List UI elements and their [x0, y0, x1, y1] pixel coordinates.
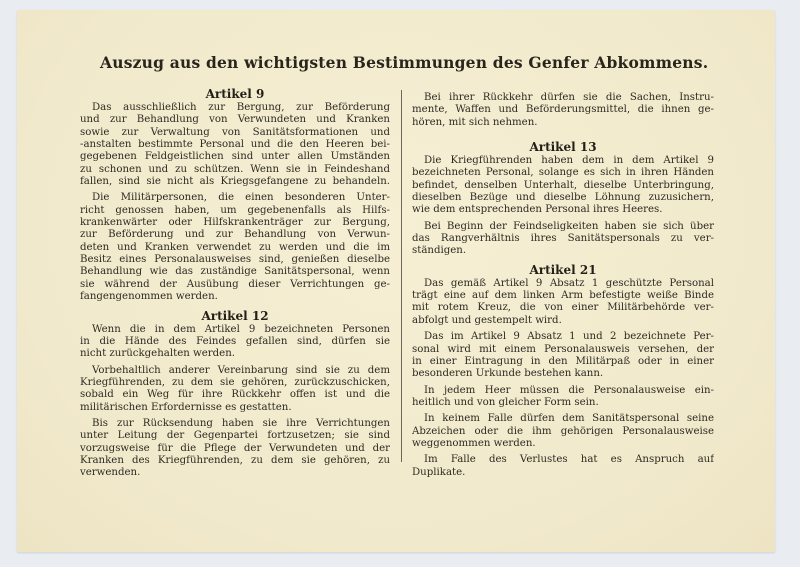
text-line: hören, mit sich nehmen. — [412, 116, 538, 128]
text-line: Bei ihrer Rückkehr dürfen sie die Sachen, Instru- — [424, 92, 714, 103]
text-line: Das ausschließlich zur Bergung, zur Beförderung — [92, 102, 390, 113]
text-line: in die Hände des Feindes gefallen sind, dürfen sie — [80, 335, 390, 347]
text-line: Vorbehaltlich anderer Vereinbarung sind sie zu dem — [92, 364, 390, 376]
text-line: dieselben Bezüge und dieselbe Löhnung zuzusichern, — [412, 192, 714, 204]
article-21-paragraph-5 — [412, 454, 714, 479]
article-21-paragraph-2 — [412, 331, 714, 380]
text-line: Die Kriegführenden haben dem in dem Artikel 9 — [424, 155, 714, 167]
article-12-paragraph-2 — [80, 365, 390, 414]
text-line: Die Militärpersonen, die einen besonderen Unter- — [92, 192, 390, 204]
text-line: militärischen Erfordernisse es gestatten. — [80, 401, 292, 413]
text-line: Behandlung wie das zuständige Sanitätspersonal, wenn — [80, 266, 390, 278]
text-line: mente, Waffen und Beförderungsmittel, die ihnen ge- — [412, 104, 714, 116]
article-21-paragraph-3 — [412, 385, 714, 410]
text-line: vorzugsweise für die Pflege der Verwundeten und der — [80, 442, 390, 454]
text-line: Kranken des Kriegführenden, zu dem sie gehören, zu — [80, 454, 390, 466]
text-line: bezeichneten Personal, solange es sich in ihren Händen — [412, 167, 714, 179]
text-line: In keinem Falle dürfen dem Sanitätspersonal seine — [424, 413, 714, 425]
text-line: Duplikate. — [412, 466, 466, 478]
article-21-paragraph-4 — [412, 413, 714, 450]
document-title: Auszug aus den wichtigsten Bestimmungen des Genfer Abkommens. — [100, 53, 709, 72]
article-heading-21: Artikel 21 — [529, 262, 597, 277]
article-9-paragraph-2 — [80, 192, 390, 303]
text-line: Bei Beginn der Feindseligkeiten haben sie sich über — [424, 220, 714, 232]
text-line: heitlich und von gleicher Form sein. — [412, 396, 599, 408]
text-line: nicht zurückgehalten werden. — [80, 348, 235, 360]
text-line: ständigen. — [412, 245, 467, 257]
text-line: deten und Kranken verwendet zu werden und die im — [80, 241, 390, 253]
text-line: das Rangverhältnis ihres Sanitätspersonals zu ver- — [412, 233, 714, 245]
text-line: In jedem Heer müssen die Personalausweise ein- — [424, 384, 714, 396]
text-line: sobald ein Weg für ihre Rückkehr offen ist und die — [80, 389, 390, 401]
text-line: weggenommen werden. — [412, 437, 536, 449]
text-line: Besitz eines Personalausweises sind, genießen dieselbe — [80, 254, 390, 266]
article-12-paragraph-1 — [80, 324, 390, 361]
text-line: Abzeichen oder die ihm gehörigen Personalausweise — [412, 425, 714, 437]
text-line: mit rotem Kreuz, die von einer Militärbehörde ver- — [412, 302, 714, 314]
text-line: krankenwärter oder Hilfskrankenträger zur Bergung, — [80, 217, 390, 229]
text-line: befindet, denselben Unterhalt, dieselbe Unterbringung, — [412, 179, 714, 191]
text-line: Das gemäß Artikel 9 Absatz 1 geschützte Personal — [424, 277, 714, 289]
text-line: trägt eine auf dem linken Arm befestigte weiße Binde — [412, 290, 714, 302]
article-heading-13: Artikel 13 — [529, 140, 597, 155]
text-line: sowie zur Verwaltung von Sanitätsformationen und — [80, 126, 390, 138]
text-line: gegebenen Feldgeistlichen sind unter allen Umständen — [80, 151, 390, 163]
text-line: Bis zur Rücksendung haben sie ihre Verrichtungen — [92, 417, 390, 429]
article-heading-9: Artikel 9 — [205, 87, 265, 101]
text-line: wie dem entsprechenden Personal ihres Heeres. — [412, 204, 663, 216]
article-12-continued-paragraph — [412, 92, 714, 129]
text-line: Kriegführenden, zu dem sie gehören, zurückzuschicken, — [80, 376, 390, 388]
article-12-paragraph-3 — [80, 418, 390, 480]
text-line: in einer Eintragung in den Militärpaß oder in einer — [412, 355, 714, 367]
text-line: zu schonen und zu schützen. Wenn sie in Feindeshand — [80, 163, 390, 175]
text-line: zur Beförderung und zur Behandlung von Verwun- — [80, 229, 390, 241]
text-line: fallen, sind sie nicht als Kriegsgefangene zu behandeln. — [80, 176, 390, 188]
article-13-paragraph-1 — [412, 155, 714, 217]
text-line: -anstalten bestimmte Personal und die den Heeren bei- — [80, 139, 390, 151]
text-line: sie während der Ausübung dieser Verrichtungen ge- — [80, 278, 390, 290]
text-line: Das im Artikel 9 Absatz 1 und 2 bezeichnete Per- — [424, 331, 714, 343]
right-column — [412, 92, 714, 479]
text-line: und zur Behandlung von Verwundeten und Kranken — [80, 114, 390, 126]
article-21-paragraph-1 — [412, 278, 714, 327]
article-9-paragraph-1 — [80, 102, 390, 188]
text-line: verwenden. — [80, 467, 141, 479]
text-line: Im Falle des Verlustes hat es Anspruch auf — [424, 454, 714, 466]
text-line: unter Leitung der Gegenpartei fortzusetzen; sie sind — [80, 430, 390, 442]
article-13-paragraph-2 — [412, 221, 714, 258]
text-line: fangengenommen werden. — [80, 291, 218, 303]
text-line: richt genossen haben, um gegebenenfalls als Hilfs- — [80, 204, 390, 216]
text-line: abfolgt und gestempelt wird. — [412, 314, 562, 326]
article-heading-12: Artikel 12 — [201, 308, 269, 323]
text-line: Wenn die in dem Artikel 9 bezeichneten Personen — [92, 323, 390, 335]
left-column — [80, 86, 390, 480]
column-divider — [401, 90, 402, 462]
text-line: besonderen Urkunde bestehen kann. — [412, 368, 604, 380]
text-line: sonal wird mit einem Personalausweis versehen, der — [412, 343, 714, 355]
